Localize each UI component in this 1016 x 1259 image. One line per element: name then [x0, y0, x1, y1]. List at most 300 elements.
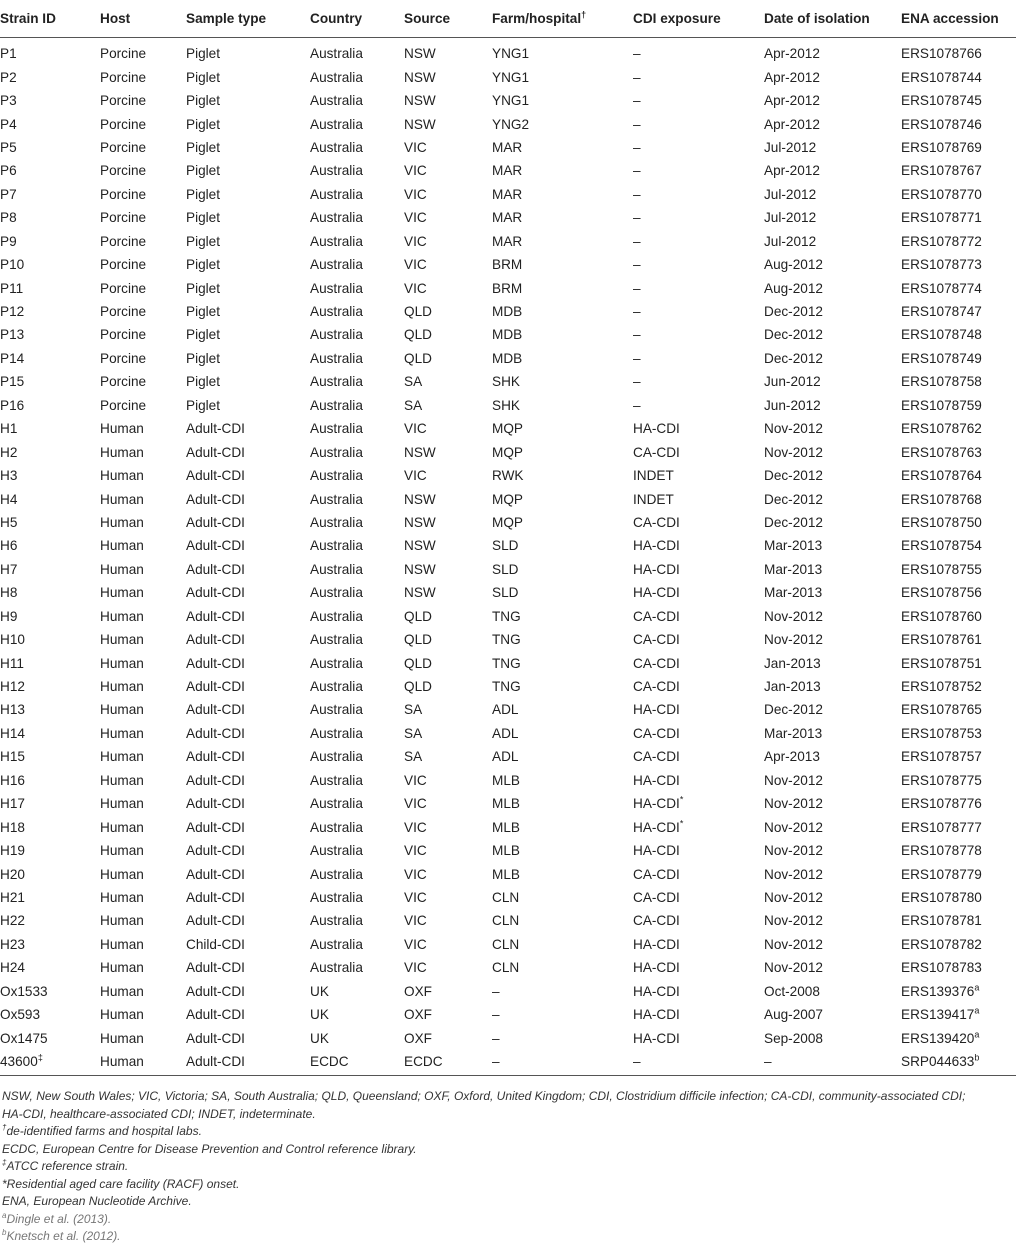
table-footnotes	[2, 1088, 1012, 1246]
source-cell	[404, 815, 492, 838]
cdi-exposure-cell	[633, 65, 764, 88]
country-cell	[310, 675, 404, 698]
country-cell-text: Australia	[310, 421, 363, 437]
date-cell	[764, 815, 901, 838]
strain-id-cell-text: P15	[0, 374, 25, 390]
country-cell	[310, 956, 404, 979]
source-cell	[404, 1050, 492, 1076]
source-cell-text: NSW	[404, 561, 436, 577]
footnote-line	[2, 1106, 1012, 1124]
footnote-line	[2, 1211, 1012, 1229]
country-cell	[310, 159, 404, 182]
cdi-exposure-cell	[633, 698, 764, 721]
country-cell-text: UK	[310, 983, 329, 999]
farm-hospital-cell	[492, 323, 633, 346]
sample-type-cell-text: Piglet	[186, 374, 221, 390]
sample-type-cell	[186, 394, 310, 417]
country-cell	[310, 112, 404, 135]
farm-hospital-cell-text: CLN	[492, 960, 520, 976]
date-cell-text: Jun-2012	[764, 374, 821, 390]
date-cell	[764, 323, 901, 346]
date-cell	[764, 886, 901, 909]
table-row	[0, 253, 1016, 276]
host-cell	[100, 276, 186, 299]
country-cell	[310, 605, 404, 628]
farm-hospital-cell	[492, 651, 633, 674]
ena-accession-cell-text: ERS1078771	[901, 210, 982, 226]
source-cell	[404, 839, 492, 862]
sample-type-cell-text: Adult-CDI	[186, 608, 245, 624]
country-cell	[310, 347, 404, 370]
source-cell	[404, 769, 492, 792]
table-row	[0, 886, 1016, 909]
farm-hospital-cell-text: SLD	[492, 538, 519, 554]
country-cell-text: Australia	[310, 632, 363, 648]
table-row	[0, 464, 1016, 487]
ena-accession-cell-text: ERS1078775	[901, 772, 982, 788]
host-cell	[100, 745, 186, 768]
footnote-text: ECDC, European Centre for Disease Prevention and Control reference library.	[2, 1141, 417, 1156]
date-cell-text: Apr-2012	[764, 69, 820, 85]
date-cell-text: Apr-2012	[764, 116, 820, 132]
footnote-mark: *	[679, 818, 684, 829]
ena-accession-cell	[901, 394, 1016, 417]
country-cell-text: Australia	[310, 655, 363, 671]
host-cell	[100, 651, 186, 674]
source-cell	[404, 370, 492, 393]
source-cell-text: VIC	[404, 913, 427, 929]
farm-hospital-cell	[492, 933, 633, 956]
strain-id-cell	[0, 347, 100, 370]
cdi-exposure-cell-text: HA-CDI	[633, 1030, 680, 1046]
cdi-exposure-cell-text: CA-CDI	[633, 514, 680, 530]
sample-type-cell	[186, 956, 310, 979]
strain-id-cell	[0, 628, 100, 651]
sample-type-cell	[186, 534, 310, 557]
cdi-exposure-cell	[633, 769, 764, 792]
country-cell-text: Australia	[310, 93, 363, 109]
footnote-mark: a	[974, 1029, 980, 1040]
host-cell	[100, 815, 186, 838]
date-cell-text: Mar-2013	[764, 725, 823, 741]
footnote-text: ATCC reference strain.	[6, 1159, 129, 1173]
ena-accession-cell-text: ERS1078745	[901, 93, 982, 109]
date-cell-text: Mar-2013	[764, 561, 823, 577]
column-header	[310, 0, 404, 38]
sample-type-cell-text: Adult-CDI	[186, 514, 245, 530]
strain-id-cell-text: H18	[0, 819, 25, 835]
country-cell-text: Australia	[310, 679, 363, 695]
host-cell-text: Human	[100, 866, 144, 882]
cdi-exposure-cell	[633, 347, 764, 370]
country-cell	[310, 862, 404, 885]
source-cell	[404, 651, 492, 674]
source-cell-text: SA	[404, 702, 423, 718]
ena-accession-cell	[901, 792, 1016, 815]
table-row	[0, 792, 1016, 815]
ena-accession-cell	[901, 370, 1016, 393]
sample-type-cell-text: Adult-CDI	[186, 632, 245, 648]
sample-type-cell	[186, 980, 310, 1003]
country-cell-text: Australia	[310, 350, 363, 366]
strain-id-cell-text: H2	[0, 444, 18, 460]
table-row	[0, 65, 1016, 88]
cdi-exposure-cell-text: HA-CDI	[633, 796, 680, 812]
sample-type-cell	[186, 628, 310, 651]
source-cell-text: SA	[404, 725, 423, 741]
host-cell-text: Human	[100, 749, 144, 765]
cdi-exposure-cell	[633, 581, 764, 604]
source-cell-text: VIC	[404, 936, 427, 952]
table-row	[0, 511, 1016, 534]
sample-type-cell-text: Adult-CDI	[186, 585, 245, 601]
footnote-text: ENA, European Nucleotide Archive.	[2, 1194, 192, 1208]
strain-id-cell-text: H7	[0, 561, 18, 577]
host-cell	[100, 1026, 186, 1049]
country-cell-text: Australia	[310, 608, 363, 624]
date-cell-text: Dec-2012	[764, 304, 823, 320]
farm-hospital-cell-text: –	[492, 983, 500, 999]
sample-type-cell-text: Piglet	[186, 397, 221, 413]
table-row	[0, 89, 1016, 112]
strain-id-cell	[0, 65, 100, 88]
country-cell	[310, 769, 404, 792]
host-cell-text: Human	[100, 608, 144, 624]
date-cell-text: Nov-2012	[764, 632, 823, 648]
farm-hospital-cell	[492, 722, 633, 745]
sample-type-cell-text: Adult-CDI	[186, 983, 245, 999]
cdi-exposure-cell-text: –	[633, 327, 641, 343]
source-cell-text: VIC	[404, 163, 427, 179]
cdi-exposure-cell	[633, 980, 764, 1003]
footnote-line	[2, 1123, 1012, 1141]
host-cell	[100, 136, 186, 159]
ena-accession-cell	[901, 980, 1016, 1003]
table-row	[0, 605, 1016, 628]
ena-accession-cell	[901, 722, 1016, 745]
source-cell-text: VIC	[404, 796, 427, 812]
country-cell-text: Australia	[310, 397, 363, 413]
strain-id-cell-text: P8	[0, 210, 17, 226]
column-header	[764, 0, 901, 38]
farm-hospital-cell-text: MLB	[492, 796, 520, 812]
ena-accession-cell-text: ERS1078776	[901, 796, 982, 812]
farm-hospital-cell-text: MAR	[492, 233, 523, 249]
date-cell-text: Dec-2012	[764, 468, 823, 484]
host-cell	[100, 300, 186, 323]
date-cell-text: Dec-2012	[764, 327, 823, 343]
date-cell	[764, 651, 901, 674]
sample-type-cell	[186, 769, 310, 792]
host-cell	[100, 370, 186, 393]
source-cell	[404, 698, 492, 721]
farm-hospital-cell	[492, 183, 633, 206]
country-cell-text: Australia	[310, 233, 363, 249]
footnote-mark: a	[974, 982, 980, 993]
date-cell-text: Sep-2008	[764, 1030, 823, 1046]
farm-hospital-cell-text: CLN	[492, 889, 520, 905]
strain-id-cell-text: H9	[0, 608, 18, 624]
cdi-exposure-cell-text: HA-CDI	[633, 585, 680, 601]
cdi-exposure-cell	[633, 417, 764, 440]
cdi-exposure-cell	[633, 112, 764, 135]
farm-hospital-cell	[492, 417, 633, 440]
ena-accession-cell	[901, 675, 1016, 698]
farm-hospital-cell-text: YNG2	[492, 116, 530, 132]
host-cell-text: Porcine	[100, 116, 147, 132]
country-cell-text: Australia	[310, 374, 363, 390]
country-cell-text: Australia	[310, 561, 363, 577]
country-cell	[310, 65, 404, 88]
country-cell	[310, 581, 404, 604]
ena-accession-cell-text: ERS1078752	[901, 679, 982, 695]
source-cell-text: NSW	[404, 491, 436, 507]
source-cell	[404, 534, 492, 557]
footnote-mark: a	[974, 1005, 980, 1016]
host-cell-text: Human	[100, 655, 144, 671]
ena-accession-cell	[901, 605, 1016, 628]
footnote-text: NSW, New South Wales; VIC, Victoria; SA, South Australia; QLD, Queensland; OXF, Oxford, United Kingdom; CDI, Clostridium difficile infection; CA-CDI, community-associated CDI;	[2, 1089, 966, 1103]
country-cell-text: Australia	[310, 186, 363, 202]
date-cell-text: Apr-2012	[764, 163, 820, 179]
cdi-exposure-cell-text: HA-CDI	[633, 983, 680, 999]
ena-accession-cell	[901, 487, 1016, 510]
date-cell	[764, 394, 901, 417]
sample-type-cell	[186, 675, 310, 698]
date-cell	[764, 347, 901, 370]
sample-type-cell-text: Adult-CDI	[186, 960, 245, 976]
host-cell	[100, 558, 186, 581]
ena-accession-cell-text: ERS1078748	[901, 327, 982, 343]
farm-hospital-cell-text: MQP	[492, 514, 523, 530]
sample-type-cell	[186, 651, 310, 674]
column-header-label: Farm/hospital	[492, 11, 582, 26]
source-cell	[404, 159, 492, 182]
country-cell-text: Australia	[310, 444, 363, 460]
cdi-exposure-cell	[633, 38, 764, 66]
source-cell-text: VIC	[404, 819, 427, 835]
farm-hospital-cell-text: TNG	[492, 632, 521, 648]
ena-accession-cell-text: ERS1078744	[901, 69, 982, 85]
table-row	[0, 323, 1016, 346]
cdi-exposure-cell-text: HA-CDI	[633, 843, 680, 859]
farm-hospital-cell-text: TNG	[492, 679, 521, 695]
farm-hospital-cell-text: MAR	[492, 210, 523, 226]
strain-id-cell-text: H17	[0, 796, 25, 812]
table-row	[0, 862, 1016, 885]
sample-type-cell	[186, 792, 310, 815]
farm-hospital-cell	[492, 1050, 633, 1076]
source-cell	[404, 487, 492, 510]
country-cell	[310, 323, 404, 346]
cdi-exposure-cell	[633, 651, 764, 674]
table-row	[0, 769, 1016, 792]
country-cell-text: Australia	[310, 304, 363, 320]
strain-id-cell	[0, 276, 100, 299]
strain-id-cell-text: H6	[0, 538, 18, 554]
country-cell-text: Australia	[310, 936, 363, 952]
host-cell-text: Human	[100, 1007, 144, 1023]
farm-hospital-cell	[492, 38, 633, 66]
date-cell	[764, 722, 901, 745]
host-cell-text: Human	[100, 1030, 144, 1046]
ena-accession-cell	[901, 839, 1016, 862]
farm-hospital-cell	[492, 487, 633, 510]
table-row	[0, 815, 1016, 838]
strain-id-cell	[0, 38, 100, 66]
ena-accession-cell-text: ERS1078779	[901, 866, 982, 882]
ena-accession-cell	[901, 323, 1016, 346]
footnote-text: *Residential aged care facility (RACF) onset.	[2, 1176, 240, 1191]
farm-hospital-cell	[492, 206, 633, 229]
country-cell	[310, 909, 404, 932]
source-cell	[404, 1026, 492, 1049]
strain-id-cell	[0, 253, 100, 276]
country-cell-text: Australia	[310, 210, 363, 226]
date-cell-text: Jan-2013	[764, 679, 821, 695]
date-cell-text: Nov-2012	[764, 421, 823, 437]
farm-hospital-cell-text: –	[492, 1007, 500, 1023]
date-cell	[764, 1003, 901, 1026]
date-cell	[764, 581, 901, 604]
ena-accession-cell-text: ERS1078754	[901, 538, 982, 554]
table-row	[0, 745, 1016, 768]
sample-type-cell-text: Adult-CDI	[186, 725, 245, 741]
sample-type-cell-text: Adult-CDI	[186, 866, 245, 882]
strain-id-cell	[0, 394, 100, 417]
date-cell	[764, 628, 901, 651]
ena-accession-cell	[901, 956, 1016, 979]
country-cell	[310, 534, 404, 557]
source-cell	[404, 38, 492, 66]
date-cell-text: Nov-2012	[764, 796, 823, 812]
sample-type-cell-text: Adult-CDI	[186, 1030, 245, 1046]
strain-id-cell-text: P1	[0, 46, 17, 62]
sample-type-cell	[186, 347, 310, 370]
cdi-exposure-cell	[633, 253, 764, 276]
host-cell-text: Porcine	[100, 46, 147, 62]
cdi-exposure-cell-text: CA-CDI	[633, 866, 680, 882]
strain-id-cell-text: P6	[0, 163, 17, 179]
ena-accession-cell-text: ERS1078753	[901, 725, 982, 741]
cdi-exposure-cell-text: –	[633, 93, 641, 109]
strain-id-cell-text: P11	[0, 280, 24, 296]
host-cell	[100, 886, 186, 909]
farm-hospital-cell-text: MDB	[492, 327, 523, 343]
table-row	[0, 909, 1016, 932]
ena-accession-cell-text: ERS1078747	[901, 304, 982, 320]
host-cell	[100, 933, 186, 956]
table-row	[0, 112, 1016, 135]
strain-id-cell-text: P3	[0, 93, 17, 109]
farm-hospital-cell-text: BRM	[492, 257, 523, 273]
farm-hospital-cell-text: MLB	[492, 772, 520, 788]
country-cell-text: Australia	[310, 163, 363, 179]
column-header	[633, 0, 764, 38]
host-cell	[100, 980, 186, 1003]
strain-id-cell	[0, 675, 100, 698]
strain-id-cell	[0, 511, 100, 534]
source-cell	[404, 628, 492, 651]
host-cell-text: Human	[100, 491, 144, 507]
table-row	[0, 300, 1016, 323]
sample-type-cell	[186, 698, 310, 721]
sample-type-cell	[186, 276, 310, 299]
country-cell	[310, 276, 404, 299]
source-cell-text: VIC	[404, 186, 427, 202]
host-cell-text: Porcine	[100, 69, 147, 85]
source-cell-text: NSW	[404, 585, 436, 601]
date-cell-text: Nov-2012	[764, 843, 823, 859]
strain-id-cell-text: P5	[0, 139, 17, 155]
strain-id-cell-text: H23	[0, 936, 25, 952]
cdi-exposure-cell-text: –	[633, 210, 641, 226]
host-cell	[100, 253, 186, 276]
ena-accession-cell	[901, 112, 1016, 135]
date-cell-text: Nov-2012	[764, 889, 823, 905]
ena-accession-cell-text: ERS1078749	[901, 350, 982, 366]
sample-type-cell	[186, 206, 310, 229]
source-cell	[404, 230, 492, 253]
cdi-exposure-cell-text: HA-CDI	[633, 936, 680, 952]
host-cell-text: Human	[100, 468, 144, 484]
table-body	[0, 38, 1016, 1076]
table-row	[0, 38, 1016, 66]
farm-hospital-cell	[492, 909, 633, 932]
farm-hospital-cell-text: TNG	[492, 608, 521, 624]
host-cell	[100, 792, 186, 815]
footnote-text: de-identified farms and hospital labs.	[6, 1124, 202, 1138]
country-cell-text: Australia	[310, 46, 363, 62]
strain-id-cell-text: P4	[0, 116, 17, 132]
column-header	[492, 0, 633, 38]
cdi-exposure-cell-text: –	[633, 46, 641, 62]
source-cell-text: NSW	[404, 46, 436, 62]
cdi-exposure-cell	[633, 862, 764, 885]
table-row	[0, 675, 1016, 698]
column-header	[404, 0, 492, 38]
source-cell-text: NSW	[404, 116, 436, 132]
date-cell-text: Jul-2012	[764, 139, 817, 155]
sample-type-cell	[186, 1026, 310, 1049]
date-cell	[764, 792, 901, 815]
farm-hospital-cell-text: ADL	[492, 725, 519, 741]
farm-hospital-cell-text: MQP	[492, 491, 523, 507]
sample-type-cell-text: Adult-CDI	[186, 819, 245, 835]
host-cell	[100, 769, 186, 792]
date-cell	[764, 933, 901, 956]
source-cell-text: VIC	[404, 866, 427, 882]
date-cell-text: Mar-2013	[764, 585, 823, 601]
farm-hospital-cell-text: MDB	[492, 304, 523, 320]
strain-id-cell-text: H14	[0, 725, 25, 741]
sample-type-cell-text: Piglet	[186, 93, 221, 109]
ena-accession-cell	[901, 253, 1016, 276]
source-cell	[404, 581, 492, 604]
farm-hospital-cell	[492, 347, 633, 370]
date-cell-text: Nov-2012	[764, 936, 823, 952]
farm-hospital-cell-text: MAR	[492, 163, 523, 179]
farm-hospital-cell	[492, 792, 633, 815]
farm-hospital-cell-text: MAR	[492, 186, 523, 202]
source-cell-text: QLD	[404, 327, 432, 343]
footnote-mark: a	[2, 1210, 7, 1220]
ena-accession-cell-text: ERS1078756	[901, 585, 982, 601]
host-cell-text: Porcine	[100, 257, 147, 273]
source-cell-text: NSW	[404, 93, 436, 109]
strain-id-cell-text: P13	[0, 327, 25, 343]
ena-accession-cell-text: ERS1078767	[901, 163, 982, 179]
